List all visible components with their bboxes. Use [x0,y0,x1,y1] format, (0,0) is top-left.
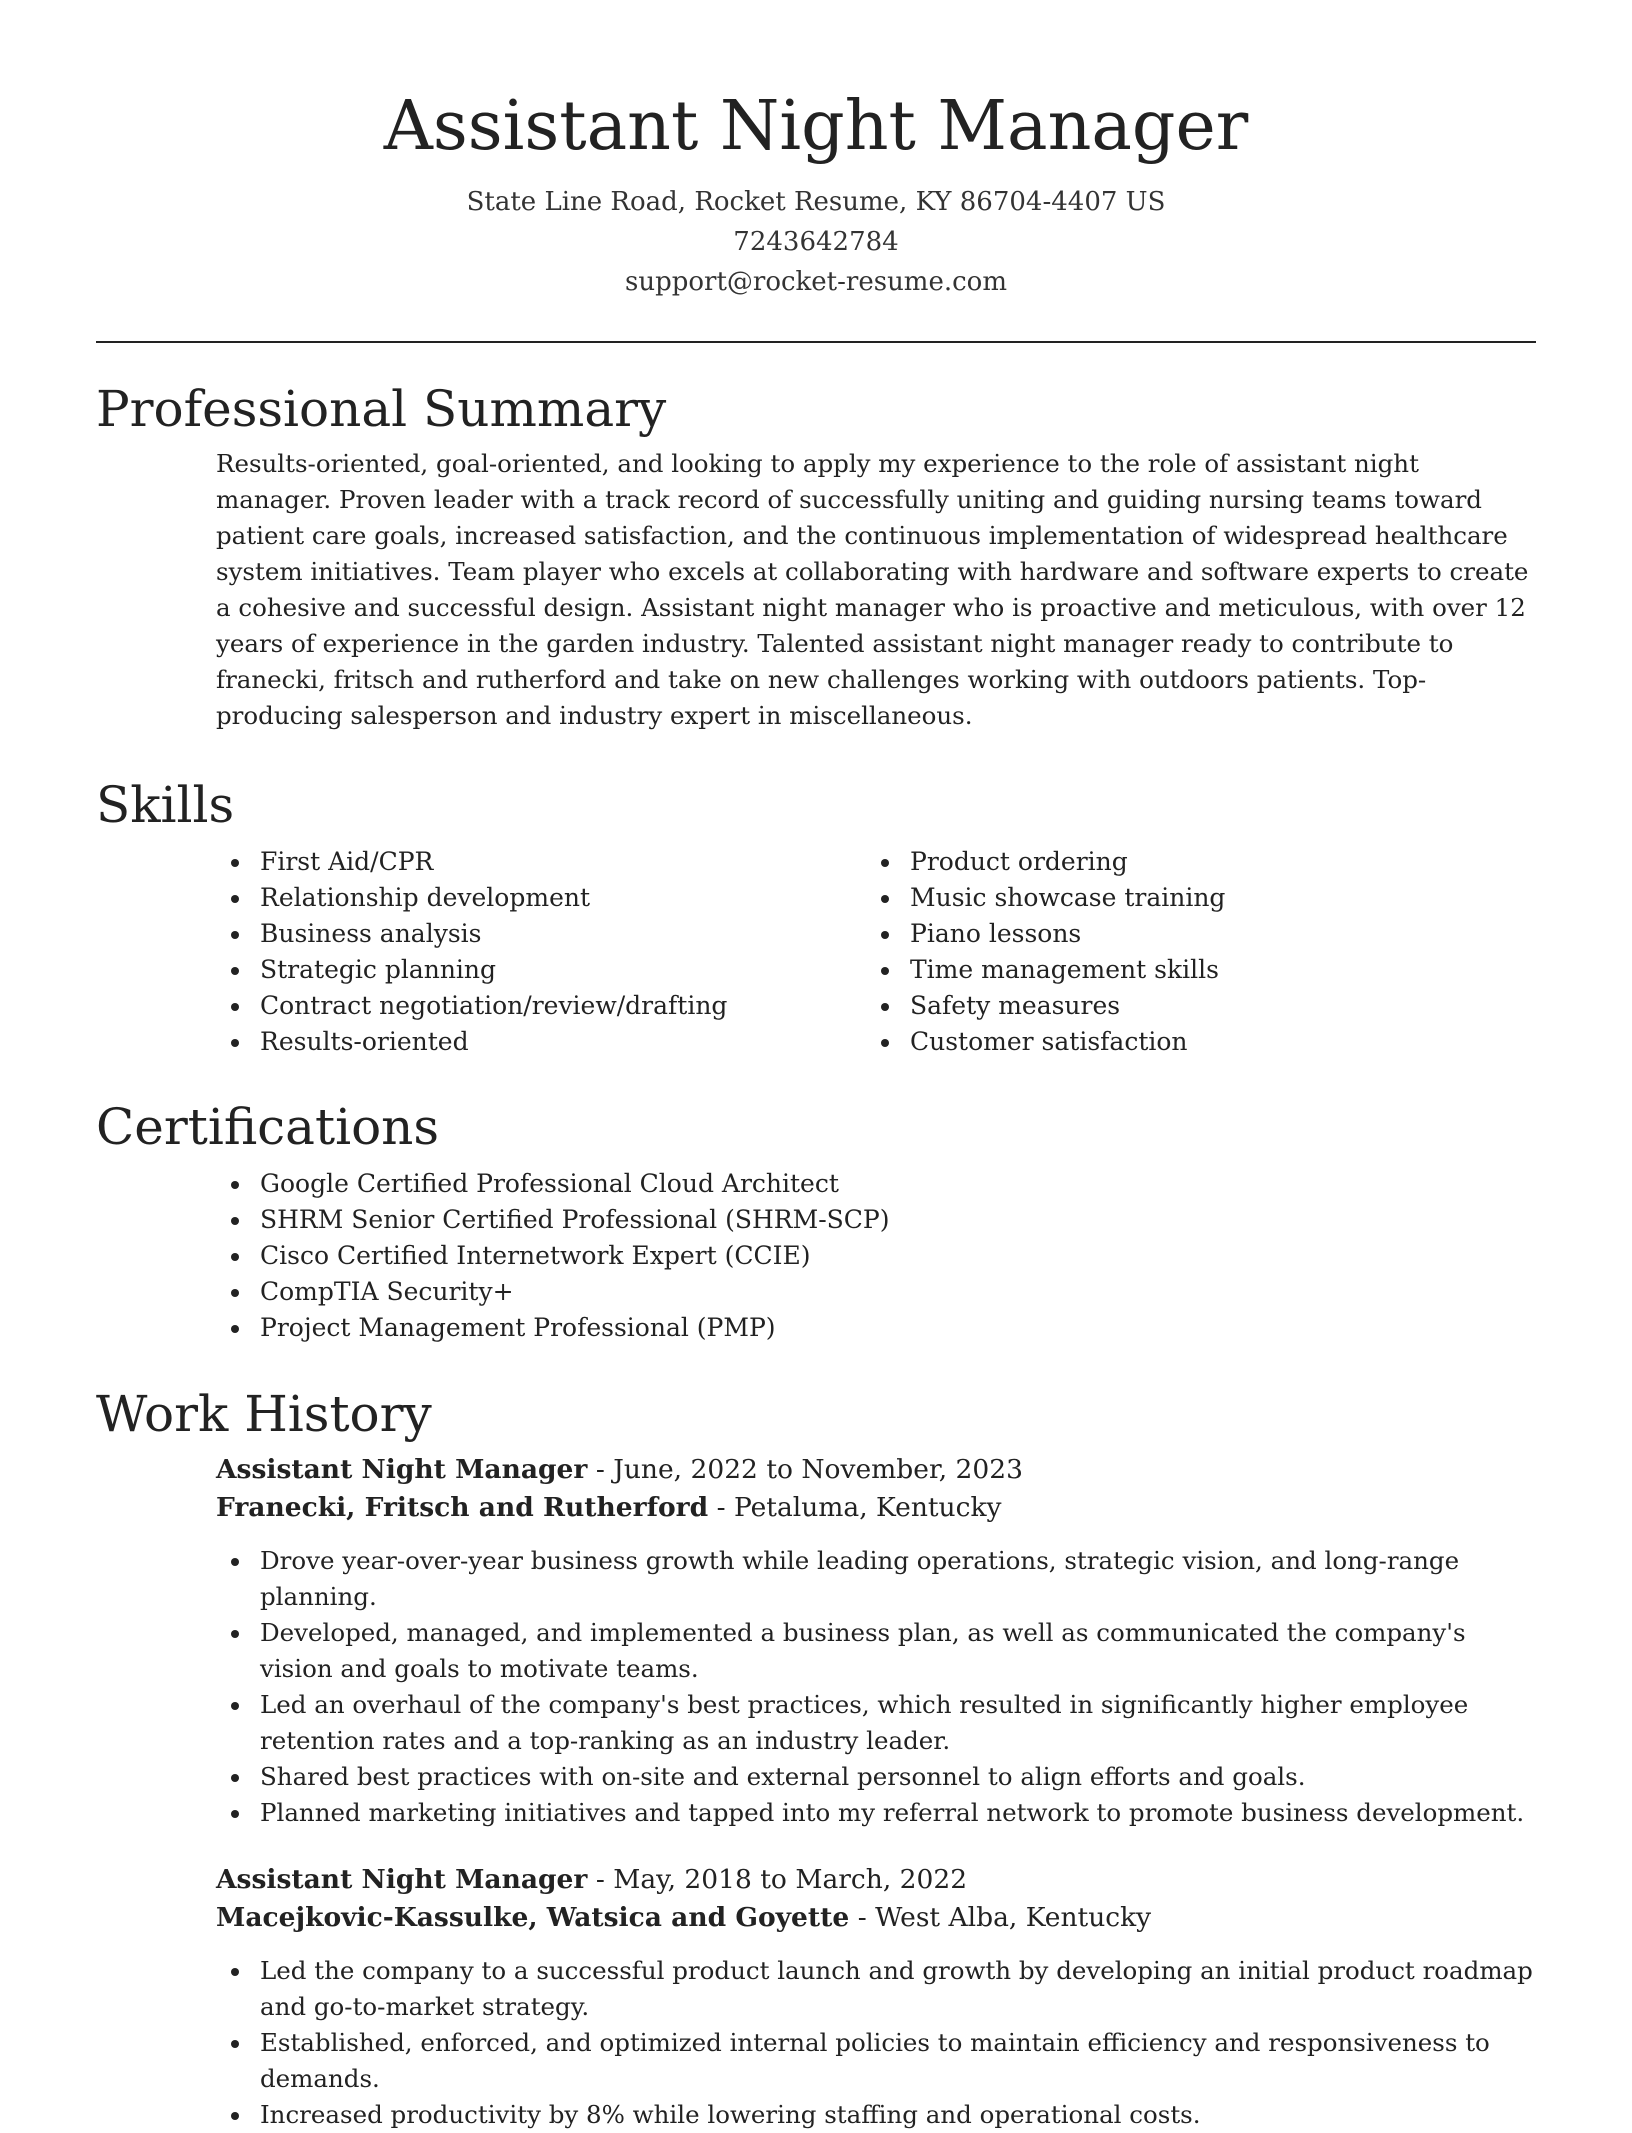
certifications-title: Certifications [96,1098,440,1156]
certification-item: Google Certified Professional Cloud Architect [216,1166,1536,1202]
skill-item: First Aid/CPR [216,844,866,880]
summary-text: Results-oriented, goal-oriented, and looking to apply my experience to the role of assistant night manager. Proven leader with a track record of successfully uniting and guiding nursing teams toward patient care goals, increased satisfaction, and the continuous implementation of widespread healthcare system initiatives. Team player who excels at collaborating with hardware and software experts to create a cohesive and successful design. Assistant night manager who is proactive and meticulous, with over 12 years of experience in the garden industry. Talented assistant night manager ready to contribute to franecki, fritsch and rutherford and take on new challenges working with outdoors patients. Top-producing salesperson and industry expert in miscellaneous. [216,449,1529,730]
job-role: Assistant Night Manager [216,1454,588,1485]
certifications-list [216,1166,1536,1346]
skill-item: Piano lessons [866,916,1516,952]
skill-item: Results-oriented [216,1024,866,1060]
header-divider [96,341,1536,343]
skills-section [96,774,1536,1060]
skill-item: Product ordering [866,844,1516,880]
job-entry [216,1451,1536,1527]
skill-item: Safety measures [866,988,1516,1024]
skills-left-list [216,844,866,1060]
skill-item: Business analysis [216,916,866,952]
resume-header [0,0,1632,302]
certifications-section [96,1096,1536,1346]
skill-item: Contract negotiation/review/drafting [216,988,866,1024]
work-history-section [96,1383,1536,2133]
work-history-title: Work History [96,1385,432,1443]
job-bullets [216,1953,1536,2133]
job-bullet: Developed, managed, and implemented a business plan, as well as communicated the company's vision and goals to motivate teams. [216,1615,1536,1687]
certification-item: SHRM Senior Certified Professional (SHRM-SCP) [216,1202,1536,1238]
skills-columns [216,844,1536,1060]
contact-phone: 7243642784 [733,227,899,257]
job-bullet: Led the company to a successful product launch and growth by developing an initial product roadmap and go-to-market strategy. [216,1953,1536,2025]
job-bullet: Planned marketing initiatives and tapped into my referral network to promote business development. [216,1795,1536,1831]
job-company: Macejkovic-Kassulke, Watsica and Goyette [216,1902,850,1933]
job-bullet: Drove year-over-year business growth while leading operations, strategic vision, and long-range planning. [216,1543,1536,1615]
candidate-name: Assistant Night Manager [383,87,1249,166]
job-bullets [216,1543,1536,1831]
job-company-line [216,1899,1536,1937]
summary-section [96,378,1536,734]
skill-item: Strategic planning [216,952,866,988]
summary-title: Professional Summary [96,380,667,438]
job-location: - West Alba, Kentucky [849,1902,1152,1933]
skill-item: Music showcase training [866,880,1516,916]
job-title-line [216,1451,1536,1489]
job-location: - Petaluma, Kentucky [708,1492,1002,1523]
job-dates: - May, 2018 to March, 2022 [587,1864,968,1895]
contact-email: support@rocket-resume.com [624,267,1007,297]
job-bullet: Established, enforced, and optimized internal policies to maintain efficiency and responsiveness to demands. [216,2025,1536,2097]
skills-right-list [866,844,1516,1060]
job-company: Franecki, Fritsch and Rutherford [216,1492,709,1523]
job-company-line [216,1489,1536,1527]
job-role: Assistant Night Manager [216,1864,588,1895]
skill-item: Customer satisfaction [866,1024,1516,1060]
skill-item: Relationship development [216,880,866,916]
job-entry [216,1861,1536,1937]
skills-title: Skills [96,776,235,834]
certification-item: CompTIA Security+ [216,1274,1536,1310]
certification-item: Project Management Professional (PMP) [216,1310,1536,1346]
contact-address: State Line Road, Rocket Resume, KY 86704-4407 US [466,187,1166,217]
job-bullet: Led an overhaul of the company's best practices, which resulted in significantly higher employee retention rates and a top-ranking as an industry leader. [216,1687,1536,1759]
certification-item: Cisco Certified Internetwork Expert (CCIE) [216,1238,1536,1274]
job-dates: - June, 2022 to November, 2023 [587,1454,1023,1485]
contact-block [0,182,1632,302]
job-bullet: Increased productivity by 8% while lowering staffing and operational costs. [216,2097,1536,2133]
skill-item: Time management skills [866,952,1516,988]
job-title-line [216,1861,1536,1899]
job-bullet: Shared best practices with on-site and external personnel to align efforts and goals. [216,1759,1536,1795]
